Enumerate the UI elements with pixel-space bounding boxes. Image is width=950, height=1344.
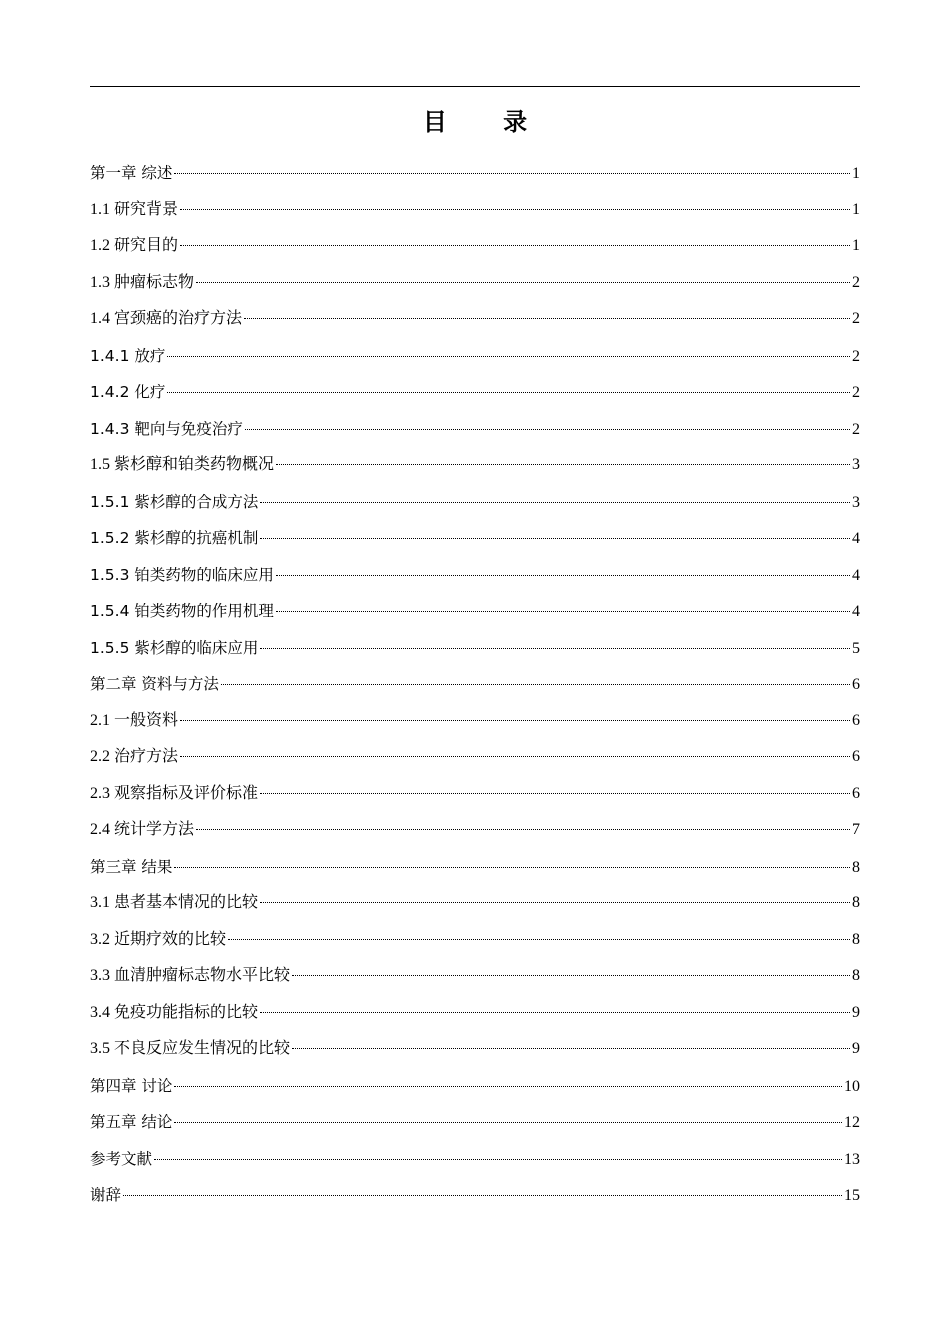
dot-leader xyxy=(245,429,850,430)
toc-entry-page-number: 4 xyxy=(852,566,860,584)
toc-entry-label: 1.1 研究背景 xyxy=(90,200,179,218)
toc-entry-page-number: 1 xyxy=(852,165,860,182)
toc-entry-page-number: 2 xyxy=(852,310,860,327)
dot-leader xyxy=(174,867,850,868)
toc-entry[interactable] xyxy=(90,374,860,411)
toc-entry[interactable] xyxy=(90,155,860,192)
toc-entry-label: 3.5 不良反应发生情况的比较 xyxy=(90,1040,291,1057)
toc-entry-label: 2.1 一般资料 xyxy=(90,711,179,729)
toc-entry-page-number: 8 xyxy=(852,930,860,948)
toc-entry[interactable] xyxy=(90,338,860,375)
toc-entry[interactable] xyxy=(90,1031,860,1068)
toc-entry-label: 第五章 结论 xyxy=(90,1113,173,1131)
toc-entry-label: 3.1 患者基本情况的比较 xyxy=(90,894,259,911)
dot-leader xyxy=(180,245,850,246)
toc-entry[interactable] xyxy=(90,228,860,265)
toc-entry-label: 3.4 免疫功能指标的比较 xyxy=(90,1003,259,1021)
toc-entry-label: 1.5.5 紫杉醇的临床应用 xyxy=(90,638,259,657)
page-title: 目 录 xyxy=(422,108,552,136)
dot-leader xyxy=(167,356,850,357)
toc-entry[interactable] xyxy=(90,1177,860,1214)
toc-entry-page-number: 8 xyxy=(852,894,860,911)
toc-entry-label: 第二章 资料与方法 xyxy=(90,675,219,693)
toc-entry-page-number: 3 xyxy=(852,456,860,473)
toc-entry-label: 谢辞 xyxy=(90,1186,122,1204)
toc-entry[interactable] xyxy=(90,192,860,229)
toc-entry-page-number: 13 xyxy=(844,1150,860,1168)
toc-entry-page-number: 6 xyxy=(852,676,860,693)
toc-entry[interactable] xyxy=(90,849,860,886)
dot-leader xyxy=(180,209,850,210)
toc-entry[interactable] xyxy=(90,1141,860,1178)
dot-leader xyxy=(292,975,850,976)
dot-leader xyxy=(260,648,850,649)
toc-entry-label: 1.4.3 靶向与免疫治疗 xyxy=(90,419,243,438)
toc-entry-page-number: 1 xyxy=(852,200,860,218)
dot-leader xyxy=(196,282,850,283)
toc-entry-label: 第一章 综述 xyxy=(90,164,173,182)
dot-leader xyxy=(276,611,850,612)
toc-entry-page-number: 2 xyxy=(852,420,860,438)
dot-leader xyxy=(180,756,850,757)
toc-entry-page-number: 6 xyxy=(852,711,860,729)
toc-entry[interactable] xyxy=(90,1104,860,1141)
toc-entry-label: 2.2 治疗方法 xyxy=(90,748,179,765)
dot-leader xyxy=(244,318,850,319)
toc-entry-label: 1.4.2 化疗 xyxy=(90,383,166,401)
toc-entry[interactable] xyxy=(90,666,860,703)
toc-entry-label: 1.3 肿瘤标志物 xyxy=(90,273,195,291)
dot-leader xyxy=(123,1195,842,1196)
toc-entry[interactable] xyxy=(90,301,860,338)
toc-entry-label: 1.2 研究目的 xyxy=(90,237,179,254)
dot-leader xyxy=(260,793,850,794)
toc-entry[interactable] xyxy=(90,885,860,922)
toc-entry-label: 1.5 紫杉醇和铂类药物概况 xyxy=(90,456,275,473)
toc-entry[interactable] xyxy=(90,630,860,667)
toc-entry[interactable] xyxy=(90,995,860,1032)
toc-entry[interactable] xyxy=(90,812,860,849)
dot-leader xyxy=(167,392,850,393)
dot-leader xyxy=(174,173,850,174)
toc-entry-page-number: 6 xyxy=(852,748,860,765)
toc-entry-page-number: 4 xyxy=(852,530,860,547)
dot-leader xyxy=(292,1048,850,1049)
toc-entry-page-number: 3 xyxy=(852,493,860,511)
dot-leader xyxy=(260,538,850,539)
toc-entry-page-number: 8 xyxy=(852,858,860,876)
dot-leader xyxy=(180,720,850,721)
toc-entry-page-number: 5 xyxy=(852,639,860,657)
toc-entry[interactable] xyxy=(90,776,860,813)
toc-entry-page-number: 10 xyxy=(844,1077,860,1095)
toc-entry-label: 第三章 结果 xyxy=(90,857,173,876)
dot-leader xyxy=(276,575,850,576)
header-rule xyxy=(90,86,860,87)
toc-entry-page-number: 2 xyxy=(852,273,860,291)
toc-entry-page-number: 2 xyxy=(852,384,860,401)
dot-leader xyxy=(260,502,850,503)
toc-entry-label: 1.4 宫颈癌的治疗方法 xyxy=(90,310,243,327)
dot-leader xyxy=(260,902,850,903)
toc-entry-label: 参考文献 xyxy=(90,1149,153,1168)
toc-entry-label: 2.4 统计学方法 xyxy=(90,821,195,838)
toc-entry-label: 1.5.4 铂类药物的作用机理 xyxy=(90,602,274,620)
toc-entry-page-number: 4 xyxy=(852,603,860,620)
toc-entry-label: 1.4.1 放疗 xyxy=(90,346,166,365)
toc-entry-page-number: 8 xyxy=(852,967,860,984)
toc-entry-label: 1.5.3 铂类药物的临床应用 xyxy=(90,565,274,584)
toc-entry[interactable] xyxy=(90,411,860,448)
toc-entry[interactable] xyxy=(90,557,860,594)
toc-entry-page-number: 12 xyxy=(844,1114,860,1131)
dot-leader xyxy=(174,1086,842,1087)
dot-leader xyxy=(221,684,850,685)
toc-entry-label: 3.2 近期疗效的比较 xyxy=(90,930,227,948)
toc-entry[interactable] xyxy=(90,447,860,484)
toc-entry-page-number: 2 xyxy=(852,347,860,365)
toc-entry[interactable] xyxy=(90,958,860,995)
table-of-contents xyxy=(90,155,860,1214)
toc-entry[interactable] xyxy=(90,484,860,521)
toc-entry-label: 1.5.1 紫杉醇的合成方法 xyxy=(90,492,259,511)
toc-entry[interactable] xyxy=(90,520,860,557)
toc-entry-page-number: 1 xyxy=(852,237,860,254)
toc-entry-label: 1.5.2 紫杉醇的抗癌机制 xyxy=(90,529,259,547)
toc-entry[interactable] xyxy=(90,739,860,776)
dot-leader xyxy=(174,1122,842,1123)
dot-leader xyxy=(260,1012,850,1013)
toc-entry[interactable] xyxy=(90,265,860,302)
toc-entry-page-number: 9 xyxy=(852,1040,860,1057)
toc-entry-page-number: 9 xyxy=(852,1003,860,1021)
toc-entry-label: 3.3 血清肿瘤标志物水平比较 xyxy=(90,967,291,984)
dot-leader xyxy=(228,939,850,940)
toc-entry[interactable] xyxy=(90,1068,860,1105)
toc-entry-label: 第四章 讨论 xyxy=(90,1076,173,1095)
toc-entry-page-number: 15 xyxy=(844,1187,860,1204)
toc-entry[interactable] xyxy=(90,703,860,740)
toc-entry-page-number: 7 xyxy=(852,821,860,838)
toc-entry[interactable] xyxy=(90,922,860,959)
toc-entry[interactable] xyxy=(90,593,860,630)
dot-leader xyxy=(154,1159,842,1160)
dot-leader xyxy=(276,464,850,465)
toc-entry-page-number: 6 xyxy=(852,784,860,802)
toc-entry-label: 2.3 观察指标及评价标准 xyxy=(90,784,259,802)
dot-leader xyxy=(196,829,850,830)
